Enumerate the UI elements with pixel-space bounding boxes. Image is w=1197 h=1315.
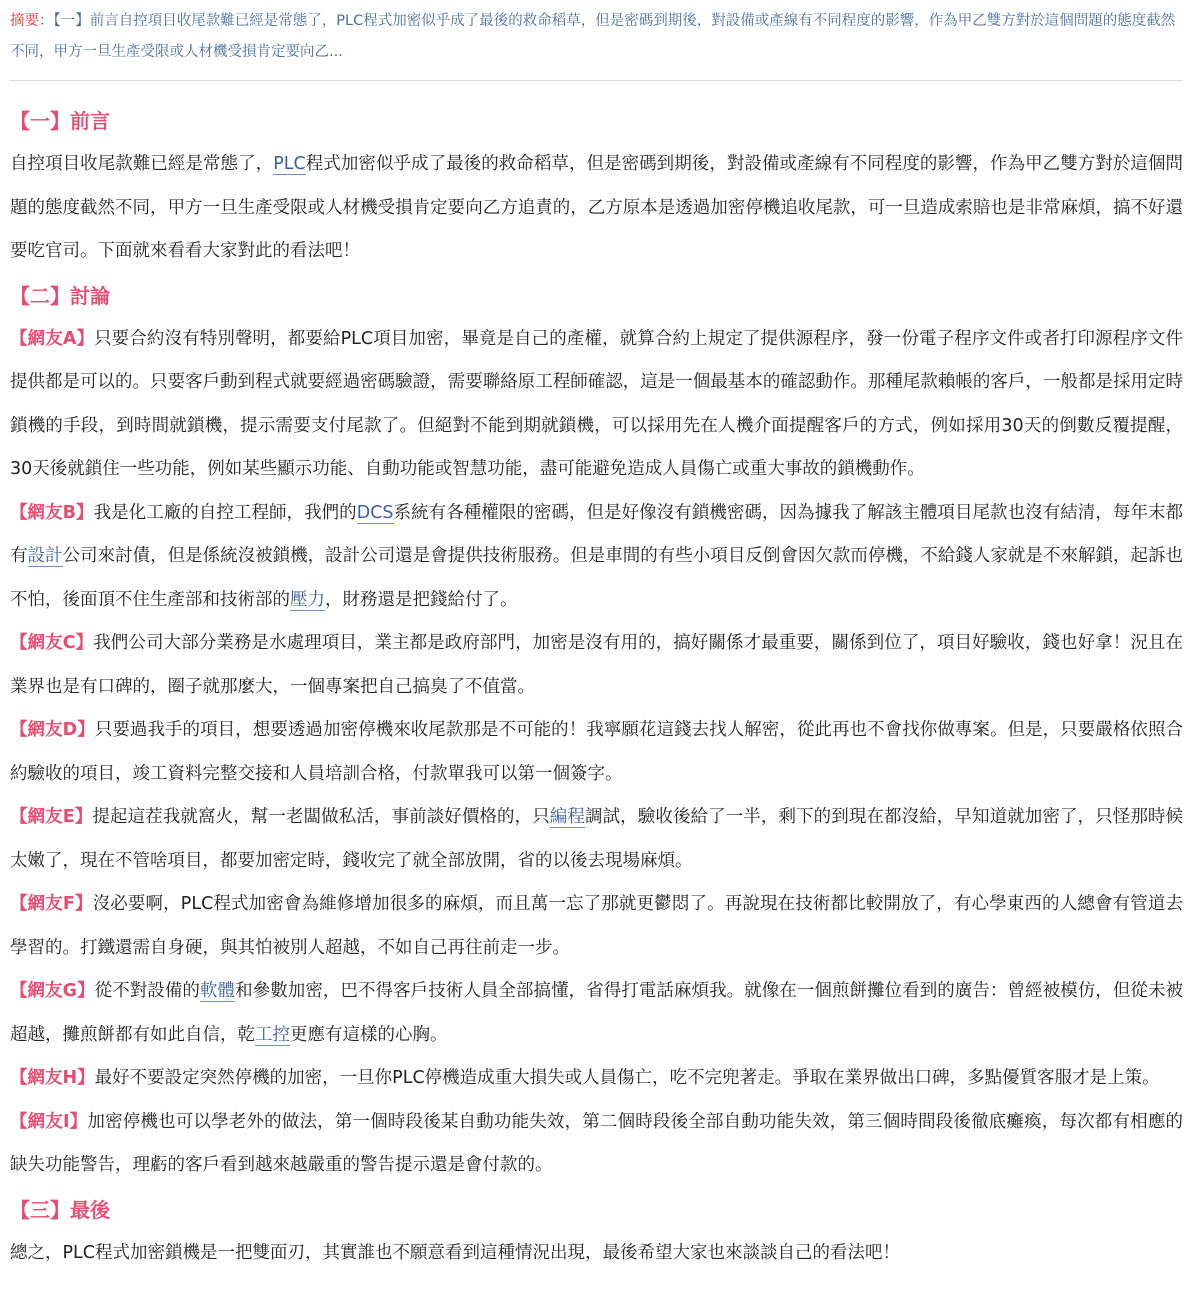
section-heading-discussion: 【二】討論 (10, 283, 110, 308)
comment-a-tag: 【網友A】 (10, 328, 95, 349)
keyword-link-software[interactable]: 軟體 (199, 981, 236, 1001)
summary-text: 【一】前言自控項目收尾款難已經是常態了，PLC程式加密似乎成了最後的救命稻草，但是密碼到期後，對設備或產線有不同程度的影響，作為甲乙雙方對於這個問題的態度截然不同，甲方一旦生產受限或人材機受損肯定要向乙... (10, 13, 1176, 60)
comment-f-tag: 【網友F】 (10, 894, 93, 914)
comment-g-tag: 【網友G】 (10, 981, 95, 1001)
comment-e-tag: 【網友E】 (10, 807, 93, 827)
comment-h-tag: 【網友H】 (10, 1068, 95, 1088)
comment-e-text-1: 提起這茬我就窩火，幫一老闆做私活，事前談好價格的，只 (92, 807, 550, 827)
comment-c-tag: 【網友C】 (10, 633, 94, 653)
comment-e-text-2: 調試，驗收後給了一半，剩下的到現在都沒給，早知道就加密了，只怪那時候太嫩了，現在不管啥項目，都要加密定時，錢收完了就全部放開，省的以後去現場麻煩。 (10, 807, 1183, 871)
comment-i-text: 加密停機也可以學老外的做法，第一個時段後某自動功能失效，第二個時段後全部自動功能失效，第三個時間段後徹底癱瘓，每次都有相應的缺失功能警告，理虧的客戶看到越來越嚴重的警告提示還是會付款的。 (10, 1111, 1184, 1175)
article-body (10, 99, 1183, 1275)
section-heading-last: 【三】最後 (10, 1197, 110, 1222)
comment-e (10, 796, 1183, 883)
comment-b-text-4: ，財務還是把錢給付了。 (325, 589, 518, 610)
comment-f (10, 883, 1183, 970)
article-page (10, 0, 1183, 1275)
summary-label: 摘要： (10, 13, 54, 29)
keyword-link-design[interactable]: 設計 (27, 546, 63, 566)
article-summary (10, 0, 1183, 81)
comment-a (10, 318, 1183, 492)
conclusion-paragraph: 總之，PLC程式加密鎖機是一把雙面刃，其實誰也不願意看到這種情況出現，最後希望大家也來談談自己的看法吧！ (10, 1242, 901, 1263)
keyword-link-pressure[interactable]: 壓力 (290, 589, 325, 610)
comment-d (10, 709, 1183, 796)
comment-b-text-1: 我是化工廠的自控工程師，我們的 (93, 502, 357, 523)
comment-i-tag: 【網友I】 (10, 1111, 88, 1132)
intro-paragraph (10, 143, 1183, 274)
keyword-link-dcs[interactable]: DCS (356, 502, 394, 523)
comment-c-text: 我們公司大部分業務是水處理項目，業主都是政府部門，加密是沒有用的，搞好關係才最重要，關係到位了，項目好驗收，錢也好拿！況且在業界也是有口碑的，圈子就那麼大，一個專案把自己搞臭了不值當。 (10, 633, 1183, 697)
comment-g-text-1: 從不對設備的 (94, 981, 200, 1001)
comment-g-text-3: 更應有這樣的心胸。 (290, 1024, 448, 1045)
comment-b (10, 492, 1183, 623)
comment-c (10, 622, 1183, 709)
section-heading-intro: 【一】前言 (10, 109, 110, 133)
comment-b-text-2: 系統有各種權限的密碼，但是好像沒有鎖機密碼，因為據我了解該主體項目尾款也沒有結清，每年末都有 (10, 502, 1183, 566)
comment-f-text: 沒必要啊，PLC程式加密會為維修增加很多的麻煩，而且萬一忘了那就更鬱悶了。再說現在技術都比較開放了，有心學東西的人總會有管道去學習的。打鐵還需自身硬，與其怕被別人超越，不如自己再往前走一步。 (10, 894, 1183, 958)
comment-b-tag: 【網友B】 (10, 502, 94, 523)
intro-text-b: 程式加密似乎成了最後的救命稻草，但是密碼到期後，對設備或產線有不同程度的影響，作為甲乙雙方對於這個問題的態度截然不同，甲方一旦生產受限或人材機受損肯定要向乙方追責的，乙方原本是透過加密停機追收尾款，可一旦造成索賠也是非常麻煩，搞不好還要吃官司。下面就來看看大家對此的看法吧！ (10, 154, 1183, 261)
intro-text-a: 自控項目收尾款難已經是常態了， (10, 154, 274, 174)
comment-h-text: 最好不要設定突然停機的加密，一旦你PLC停機造成重大損失或人員傷亡，吃不完兜著走。爭取在業界做出口碑，多點優質客服才是上策。 (94, 1068, 1160, 1088)
keyword-link-industrial-control[interactable]: 工控 (255, 1024, 290, 1045)
comment-b-text-3: 公司來討債，但是係統沒被鎖機，設計公司還是會提供技術服務。但是車間的有些小項目反倒會因欠款而停機，不給錢人家就是不來解鎖，起訴也不怕，後面頂不住生產部和技術部的 (10, 546, 1184, 610)
comment-h (10, 1057, 1183, 1101)
keyword-link-plc[interactable]: PLC (273, 154, 306, 174)
comment-d-text: 只要過我手的項目，想要透過加密停機來收尾款那是不可能的！我寧願花這錢去找人解密，從此再也不會找你做專案。但是，只要嚴格依照合約驗收的項目，竣工資料完整交接和人員培訓合格，付款單我可以第一個簽字。 (10, 720, 1183, 784)
comment-g-text-2: 和參數加密，巴不得客戶技術人員全部搞懂，省得打電話麻煩我。就像在一個煎餅攤位看到的廣告：曾經被模仿，但從未被超越，攤煎餅都有如此自信，乾 (10, 981, 1184, 1045)
keyword-link-programming[interactable]: 編程 (549, 807, 585, 827)
comment-g (10, 970, 1183, 1057)
comment-i (10, 1101, 1183, 1188)
comment-d-tag: 【網友D】 (10, 720, 95, 740)
comment-a-text: 只要合約沒有特別聲明，都要給PLC項目加密，畢竟是自己的產權，就算合約上規定了提供源程序，發一份電子程序文件或者打印源程序文件提供都是可以的。只要客戶動到程式就要經過密碼驗證，需要聯絡原工程師確認，這是一個最基本的確認動作。那種尾款賴帳的客戶，一般都是採用定時鎖機的手段，到時間就鎖機，提示需要支付尾款了。但絕對不能到期就鎖機，可以採用先在人機介面提醒客戶的方式，例如採用30天的倒數反覆提醒，30天後就鎖住一些功能，例如某些顯示功能、自動功能或智慧功能，盡可能避免造成人員傷亡或重大事故的鎖機動作。 (10, 328, 1183, 479)
